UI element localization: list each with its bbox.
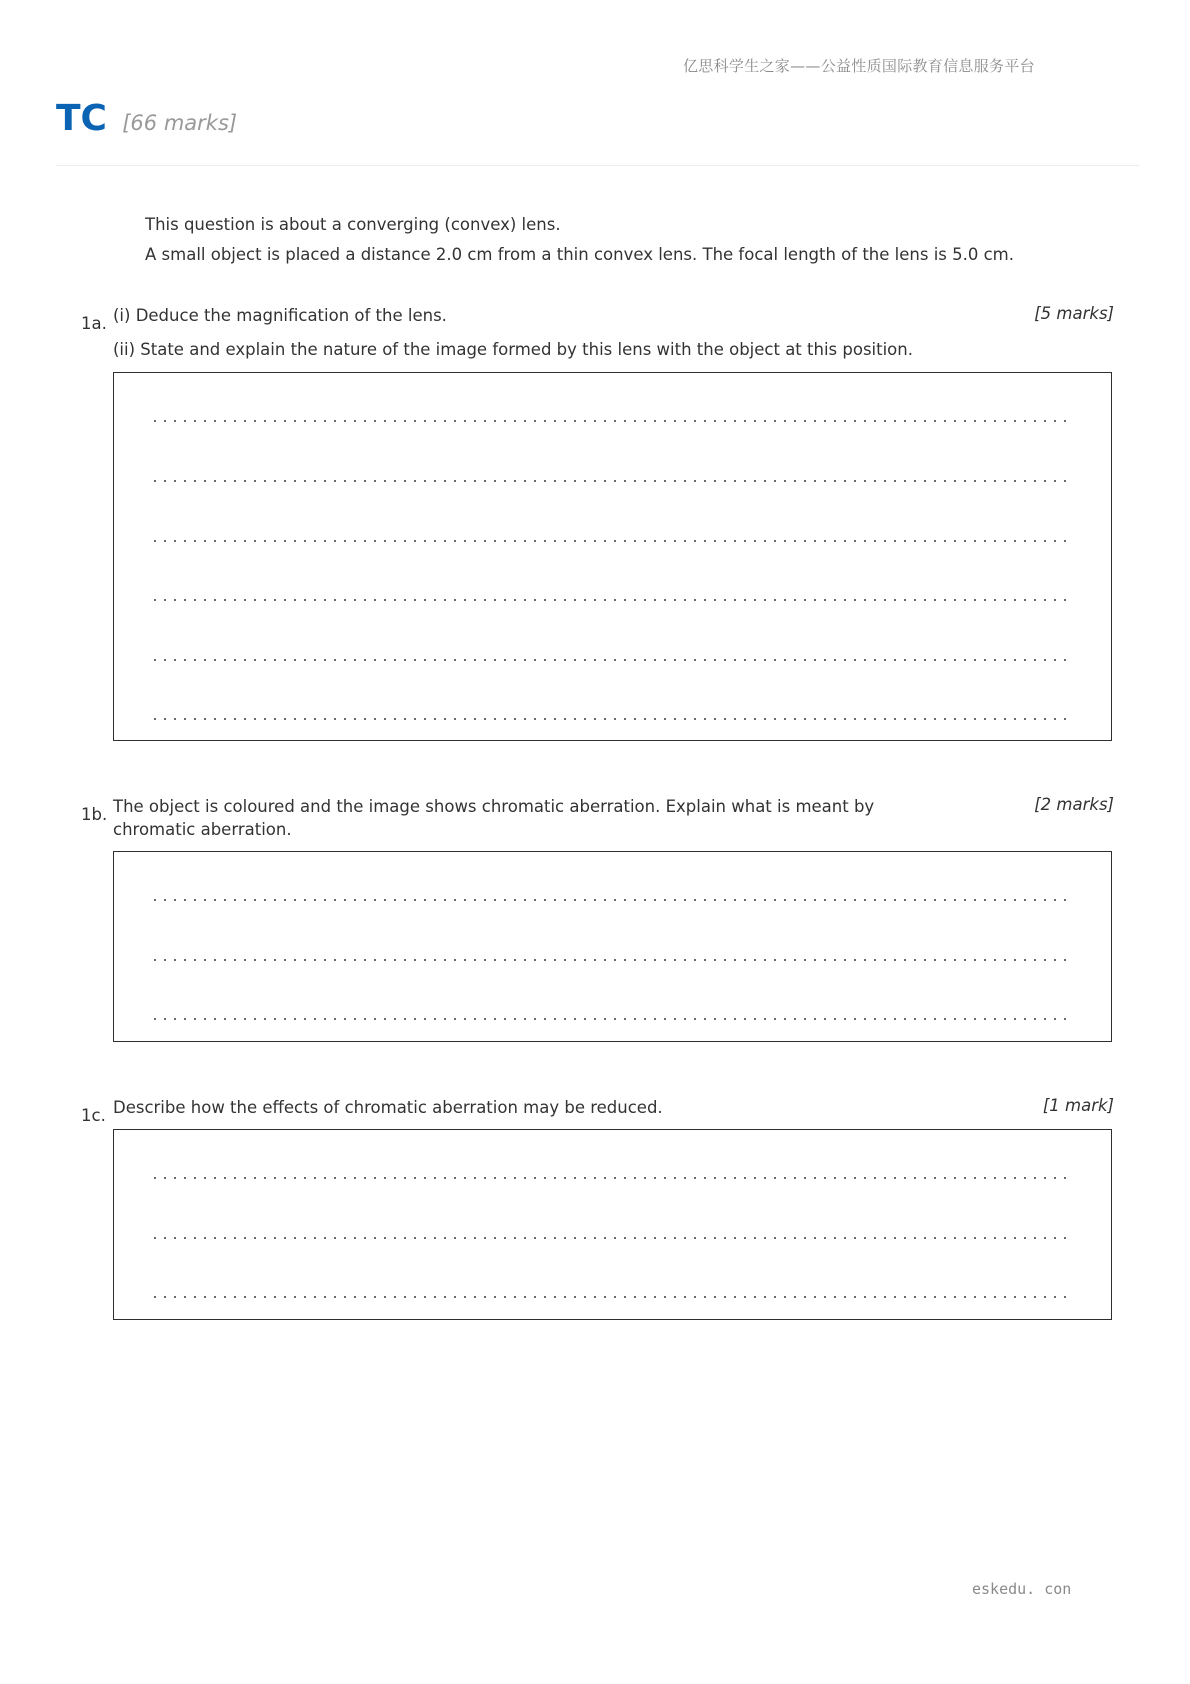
question-text-1c [113, 1096, 953, 1119]
answer-line [150, 1177, 1069, 1179]
answer-line [150, 959, 1069, 961]
page-title: TC [56, 98, 107, 139]
question-intro [145, 215, 1105, 264]
question-line: (i) Deduce the magnification of the lens. [113, 306, 447, 325]
intro-line: This question is about a converging (convex) lens. [145, 215, 561, 234]
answer-line [150, 1018, 1069, 1020]
total-marks: [66 marks] [122, 111, 238, 135]
intro-line: A small object is placed a distance 2.0 cm from a thin convex lens. The focal length of the lens is 5.0 cm. [145, 245, 1014, 264]
question-marks-1a: [5 marks] [1034, 304, 1114, 323]
answer-line [150, 540, 1069, 542]
header-divider [56, 165, 1139, 166]
page-header [56, 98, 237, 139]
answer-line [150, 480, 1069, 482]
question-marks-1b: [2 marks] [1034, 795, 1114, 814]
answer-box-1a[interactable] [113, 372, 1112, 741]
answer-box-1b[interactable] [113, 851, 1112, 1042]
answer-line [150, 1237, 1069, 1239]
answer-line [150, 420, 1069, 422]
question-number-1a: 1a. [81, 314, 107, 333]
answer-line [150, 718, 1069, 720]
question-line: The object is coloured and the image shows chromatic aberration. Explain what is meant by chromatic aberration. [113, 797, 875, 839]
question-text-1a [113, 304, 953, 361]
answer-line [150, 659, 1069, 661]
question-text-1b [113, 795, 953, 841]
question-line: (ii) State and explain the nature of the image formed by this lens with the object at this position. [113, 340, 913, 359]
watermark-bottom: eskedu. con [972, 1580, 1072, 1598]
question-number-1b: 1b. [81, 805, 108, 824]
answer-line [150, 599, 1069, 601]
question-number-1c: 1c. [81, 1106, 106, 1125]
answer-box-1c[interactable] [113, 1129, 1112, 1320]
answer-line [150, 899, 1069, 901]
watermark-top: 亿思科学生之家——公益性质国际教育信息服务平台 [683, 57, 1035, 75]
question-line: Describe how the effects of chromatic aberration may be reduced. [113, 1098, 663, 1117]
question-marks-1c: [1 mark] [1042, 1096, 1114, 1115]
answer-line [150, 1296, 1069, 1298]
